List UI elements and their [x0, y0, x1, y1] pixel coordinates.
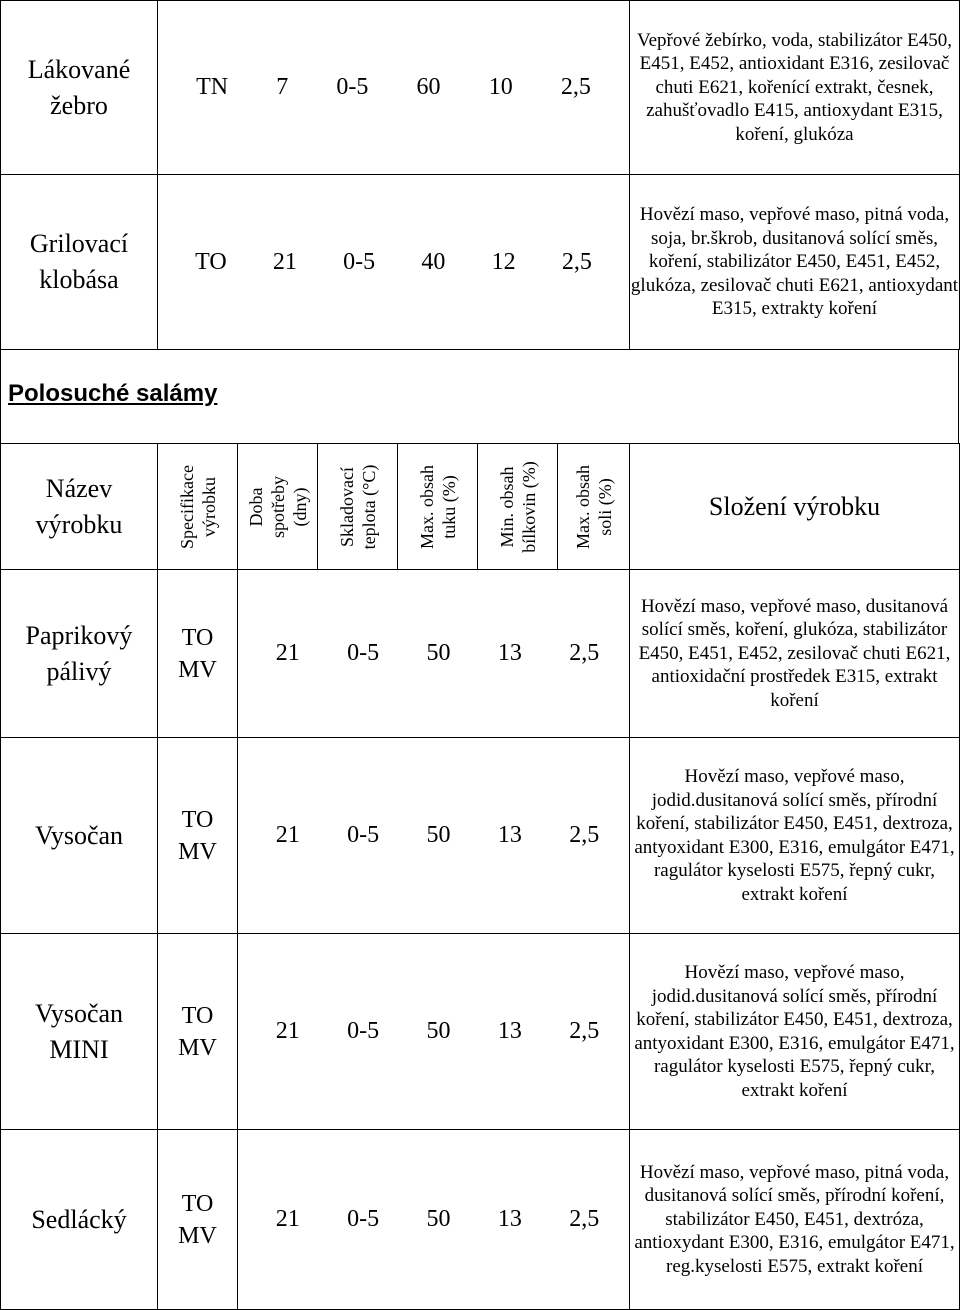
product-table — [0, 443, 960, 1310]
header-fat: Max. obsah tuku (%) — [398, 444, 478, 570]
days-value: 21 — [272, 248, 297, 275]
days-value: 7 — [276, 74, 289, 100]
product-values — [158, 175, 630, 350]
product-name: Sedlácký — [1, 1130, 158, 1310]
temp-value: 0-5 — [347, 1206, 380, 1232]
header-name: Název výrobku — [1, 444, 158, 570]
days-value: 21 — [275, 1018, 300, 1044]
spec-value: TO MV — [158, 1130, 238, 1310]
days-value: 21 — [275, 1206, 300, 1232]
temp-value: 0-5 — [347, 822, 380, 848]
table-row — [1, 570, 960, 738]
salt-value: 2,5 — [561, 248, 592, 275]
table-row — [1, 175, 960, 350]
product-composition: Hovězí maso, vepřové maso, dusitanová solící směs, koření, glukóza, stabilizátor E450, E451, E452, zesilovač chuti E621, antioxidační prostředek E315, extrakt koření — [630, 570, 960, 738]
header-temp: Skladovací teplota (°C) — [318, 444, 398, 570]
header-salt: Max. obsah soli (%) — [558, 444, 630, 570]
product-name: Vysočan — [1, 738, 158, 934]
days-value: 21 — [275, 822, 300, 848]
top-product-table — [0, 0, 960, 350]
temp-value: 0-5 — [347, 640, 380, 666]
spec-value: TO MV — [158, 570, 238, 738]
fat-value: 50 — [426, 1206, 451, 1232]
protein-value: 10 — [488, 74, 513, 100]
salt-value: 2,5 — [569, 822, 600, 848]
table-header-row — [1, 444, 960, 570]
product-composition: Hovězí maso, vepřové maso, pitná voda, soja, br.škrob, dusitanová solící směs, koření, stabilizátor E450, E451, E452, glukóza, zesilovač chuti E621, antioxydant E315, extrakty koření — [630, 175, 960, 350]
salt-value: 2,5 — [569, 1206, 600, 1232]
product-values — [238, 570, 630, 738]
temp-value: 0-5 — [343, 248, 376, 275]
product-values — [158, 1, 630, 175]
temp-value: 0-5 — [347, 1018, 380, 1044]
product-composition: Hovězí maso, vepřové maso, pitná voda, dusitanová solící směs, přírodní koření, stabilizátor E450, E451, dextróza, antioxydant E300, E316, emulgátor E471, reg.kyselosti E575, extrakt koření — [630, 1130, 960, 1310]
fat-value: 50 — [426, 640, 451, 666]
product-composition: Hovězí maso, vepřové maso, jodid.dusitanová solící směs, přírodní koření, stabilizátor E450, E451, dextroza, antyoxidant E300, E316, emulgátor E471, ragulátor kyselosti E575, řepný cukr, extrakt koření — [630, 934, 960, 1130]
spec-value: TO — [195, 248, 227, 275]
days-value: 21 — [275, 640, 300, 666]
section-title: Polosuché salámy — [8, 380, 218, 407]
product-name: Vysočan MINI — [1, 934, 158, 1130]
fat-value: 40 — [421, 248, 446, 275]
product-name: Lákované žebro — [1, 1, 158, 175]
header-composition: Složení výrobku — [630, 444, 960, 570]
product-composition: Vepřové žebírko, voda, stabilizátor E450, E451, E452, antioxidant E316, zesilovač chuti E621, kořenící extrakt, česnek, zahušťovadlo E415, antioxydant E315, koření, glukóza — [630, 1, 960, 175]
protein-value: 13 — [497, 1018, 522, 1044]
product-name: Grilovací klobása — [1, 175, 158, 350]
protein-value: 13 — [497, 822, 522, 848]
product-values — [238, 934, 630, 1130]
fat-value: 50 — [426, 822, 451, 848]
table-row — [1, 934, 960, 1130]
header-days: Doba spotřeby (dny) — [238, 444, 318, 570]
table-row — [1, 1, 960, 175]
spec-value: TN — [196, 74, 229, 100]
product-name: Paprikový pálivý — [1, 570, 158, 738]
table-row — [1, 738, 960, 934]
table-row — [1, 1130, 960, 1310]
header-spec: Specifikace výrobku — [158, 444, 238, 570]
spec-value: TO MV — [158, 934, 238, 1130]
fat-value: 50 — [426, 1018, 451, 1044]
product-values — [238, 738, 630, 934]
protein-value: 12 — [491, 248, 516, 275]
fat-value: 60 — [416, 74, 441, 100]
product-composition: Hovězí maso, vepřové maso, jodid.dusitanová solící směs, přírodní koření, stabilizátor E450, E451, dextroza, antyoxidant E300, E316, emulgátor E471, ragulátor kyselosti E575, řepný cukr, extrakt koření — [630, 738, 960, 934]
temp-value: 0-5 — [336, 74, 369, 100]
salt-value: 2,5 — [569, 1018, 600, 1044]
header-protein: Min. obsah bílkovin (%) — [478, 444, 558, 570]
protein-value: 13 — [497, 640, 522, 666]
protein-value: 13 — [497, 1206, 522, 1232]
spec-value: TO MV — [158, 738, 238, 934]
salt-value: 2,5 — [569, 640, 600, 666]
salt-value: 2,5 — [560, 74, 591, 100]
product-values — [238, 1130, 630, 1310]
